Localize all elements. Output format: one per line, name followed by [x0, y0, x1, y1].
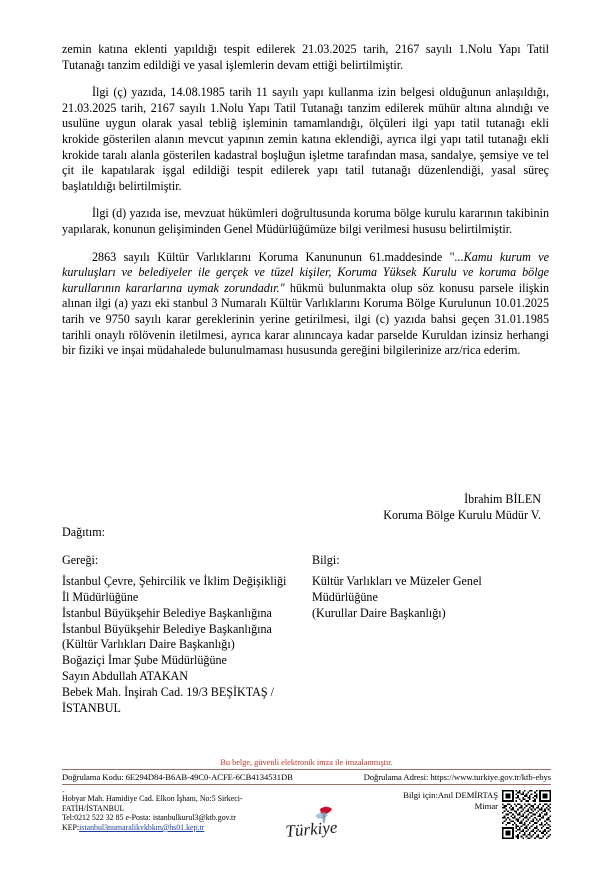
gerekli-item: İstanbul Çevre, Şehircilik ve İklim Değişikliği	[62, 573, 287, 588]
gerekli-item: İstanbul Büyükşehir Belediye Başkanlığına	[62, 605, 272, 620]
footer-divider-bottom	[62, 784, 551, 785]
bilgi-item: Kültür Varlıkları ve Müzeler Genel	[312, 573, 482, 588]
gerekli-item: İSTANBUL	[62, 701, 121, 716]
paragraph-1: zemin katına eklenti yapıldığı tespit edilerek 21.03.2025 tarih, 2167 sayılı 1.Nolu Yapı Tatil Tutanağı tanzim edildiği ve yasal işlemlerin devam ettiği belirtilmiştir.	[62, 42, 549, 72]
info-person: Bilgi için:Anıl DEMİRTAŞ	[403, 790, 498, 800]
qr-code-icon	[502, 790, 551, 839]
paragraph-2: İlgi (ç) yazıda, 14.08.1985 tarih 11 sayılı yapı kullanma izin belgesi olduğunun anlaşıldığı, 21.03.2025 tarih, 2167 sayılı 1.Nolu Yapı Tatil Tutanağı tanzim edilerek mühür altına alındığı ve usulüne uygun olarak yasal tebliğ işleminin tamamlandığı, ölçüleri ilgi yapı tatil tutanağı ekli krokide gösterilen alanın mevcut yapının zemin katına eklendiği, ayrıca ilgi yapı tatil tutanağı ekli krokide taralı alanla gösterilen kadastral boşluğun işletme tarafından masa, sandalye, şemsiye ve tel çit ile kapatılarak işgal edildiği tespit edilerek yapı tatil tutanağı düzenlendiği, yasal süreç başlatıldığı belirtilmiştir.	[62, 85, 549, 193]
office-address-block	[62, 789, 243, 832]
footer-bottom	[62, 789, 551, 839]
kep-line	[62, 823, 243, 833]
address-line-1: Hobyar Mah. Hamidiye Cad. Elkon İşhanı, No:5 Sirkeci-	[62, 794, 243, 803]
address-dash: -	[62, 787, 65, 796]
bilgi-item: Müdürlüğüne	[312, 589, 378, 604]
gerekli-item: İl Müdürlüğüne	[62, 589, 139, 604]
bilgi-item: (Kurullar Daire Başkanlığı)	[312, 605, 446, 620]
distribution-block	[62, 525, 549, 717]
kep-label: KEP:	[62, 822, 80, 832]
document-footer	[62, 758, 551, 839]
info-contact-block	[403, 790, 498, 812]
document-body	[62, 42, 549, 371]
footer-right	[403, 790, 551, 839]
distribution-columns	[62, 553, 549, 717]
verification-row	[62, 770, 551, 784]
gerekli-item: Bebek Mah. İnşirah Cad. 19/3 BEŞİKTAŞ /	[62, 685, 274, 700]
address-line-2: FATİH/İSTANBUL	[62, 803, 125, 813]
bilgi-header: Bilgi:	[312, 552, 340, 567]
paragraph-3: İlgi (d) yazıda ise, mevzuat hükümleri doğrultusunda koruma bölge kurulu kararının takibinin yapılarak, konunun gelişiminden Genel Müdürlüğümüze bilgi verilmesi hususu belirtilmiştir.	[62, 206, 549, 236]
signer-name: İbrahim BİLEN	[464, 492, 541, 506]
paragraph-4-legal-citation	[62, 250, 549, 359]
gerekli-header: Gereği:	[62, 552, 99, 567]
verification-code: Doğrulama Kodu: 6E294D84-B6AB-49C0-ACFE-6CB4134531DB	[62, 771, 293, 782]
turkiye-logo	[280, 803, 376, 847]
signature-block	[62, 492, 549, 523]
electronic-signature-note: Bu belge, güvenli elektronik imza ile imzalanmıştır.	[220, 758, 393, 767]
distribution-column-bilgi	[312, 553, 549, 717]
info-role: Mimar	[474, 800, 498, 811]
svg-text:Türkiye: Türkiye	[284, 817, 339, 841]
signer-title: Koruma Bölge Kurulu Müdür V.	[383, 507, 541, 522]
kep-address-link[interactable]: istanbul3numaralikvkbkm@hs01.kep.tr	[79, 822, 205, 832]
distribution-column-gerekli	[62, 553, 312, 717]
citation-quote: ...Kamu kurum ve kuruluşları ve belediyeler ile gerçek ve tüzel kişiler, Koruma Yüksek Kurulu ve koruma bölge kurullarının kararlarına uymak zorundadır."	[62, 249, 549, 295]
citation-tail: hükmü bulunmakta olup söz konusu parsele ilişkin alınan ilgi (a) yazı eki stanbul 3 Numaralı Kültür Varlıklarını Koruma Bölge Kurulunun 10.01.2025 tarih ve 9750 sayılı karar gereklerinin yerine getirilmesi, ilgi (c) yazıda bahsi geçen 31.01.1985 tarihli onaylı rölövenin iletilmesi, ayrıca karar alınıncaya kadar parselde Kuruldan izinsiz herhangi bir fiziki ve inşai müdahalede bulunulmaması hususunda gereğini bilgilerinize arz/rica ederim.	[62, 280, 549, 358]
citation-lead: 2863 sayılı Kültür Varlıklarını Koruma Kanununun 61.maddesinde "	[92, 249, 455, 264]
gerekli-item: Sayın Abdullah ATAKAN	[62, 669, 189, 684]
gerekli-item: İstanbul Büyükşehir Belediye Başkanlığına	[62, 621, 272, 636]
gerekli-item: Boğaziçi İmar Şube Müdürlüğüne	[62, 653, 227, 668]
verification-address[interactable]: Doğrulama Adresi: https://www.turkiye.gov.tr/ktb-ebys	[363, 771, 551, 782]
distribution-title: Dağıtım:	[62, 525, 105, 539]
gerekli-item: (Kültür Varlıkları Daire Başkanlığı)	[62, 637, 235, 652]
contact-telephone-email: Tel:0212 522 32 85 e-Posta: istanbulkurul3@ktb.gov.tr	[62, 813, 236, 823]
